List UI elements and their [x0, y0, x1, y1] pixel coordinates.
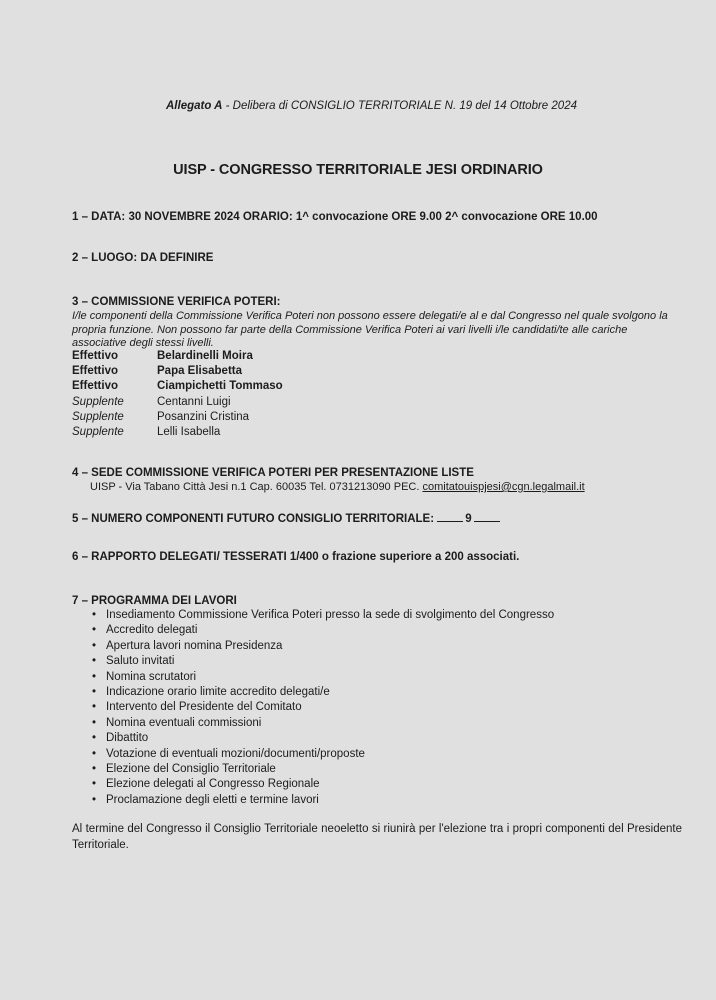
- member-role: Effettivo: [72, 350, 118, 362]
- program-item: • Nomina scrutatori: [92, 670, 554, 685]
- program-item: • Indicazione orario limite accredito delegati/e: [92, 685, 554, 700]
- pec-email-link[interactable]: comitatouispjesi@cgn.legalmail.it: [422, 481, 585, 493]
- blank-line: [437, 510, 463, 522]
- member-role: Effettivo: [72, 380, 118, 393]
- delibera-reference: - Delibera di CONSIGLIO TERRITORIALE N. 19 del 14 Ottobre 2024: [225, 100, 577, 112]
- member-row: [72, 364, 283, 379]
- program-item: • Insediamento Commissione Verifica Poteri presso la sede di svolgimento del Congresso: [92, 608, 554, 623]
- document-title: UISP - CONGRESSO TERRITORIALE JESI ORDINARIO: [173, 162, 543, 178]
- council-members-value: 9: [465, 513, 472, 525]
- allegato-label: Allegato A: [166, 100, 223, 112]
- member-role: Effettivo: [72, 365, 118, 378]
- closing-paragraph: Al termine del Congresso il Consiglio Territoriale neoeletto si riunirà per l'elezione tra i propri componenti del Presidente Territoriale.: [72, 823, 682, 851]
- member-name: Lelli Isabella: [157, 426, 221, 439]
- member-name: Papa Elisabetta: [157, 365, 243, 378]
- section-commission-seat-heading: 4 – SEDE COMMISSIONE VERIFICA POTERI PER PRESENTAZIONE LISTE: [72, 467, 474, 479]
- member-row: [72, 379, 283, 394]
- member-role: Supplente: [72, 410, 124, 423]
- address-text: UISP - Via Tabano Città Jesi n.1 Cap. 60035 Tel. 0731213090 PEC.: [90, 481, 423, 493]
- allegato-header: [166, 100, 577, 112]
- program-item: • Dibattito: [92, 731, 554, 746]
- section-date: 1 – DATA: 30 NOVEMBRE 2024 ORARIO: 1^ convocazione ORE 9.00 2^ convocazione ORE 10.00: [72, 211, 598, 223]
- member-name: Centanni Luigi: [157, 395, 231, 408]
- section-program-heading: 7 – PROGRAMMA DEI LAVORI: [72, 595, 237, 607]
- section-commission-text: I/le componenti della Commissione Verifica Poteri non possono essere delegati/e al e dal Congresso nel quale svolgono la propria funzione. Non possono far parte della Commissione Verifica Poteri ai vari livelli i/le candidati/te alle cariche associative degli stessi livelli.: [72, 310, 668, 349]
- program-item: • Votazione di eventuali mozioni/documenti/proposte: [92, 747, 554, 762]
- section-location: 2 – LUOGO: DA DEFINIRE: [72, 252, 214, 264]
- member-role: Supplente: [72, 395, 124, 408]
- program-item: • Intervento del Presidente del Comitato: [92, 700, 554, 715]
- program-item: • Saluto invitati: [92, 654, 554, 669]
- program-list: [92, 608, 554, 808]
- member-row: [72, 410, 283, 425]
- blank-line: [474, 510, 500, 522]
- member-row: [72, 349, 283, 364]
- member-name: Posanzini Cristina: [157, 410, 250, 423]
- program-item: • Accredito delegati: [92, 623, 554, 638]
- member-name: Ciampichetti Tommaso: [157, 380, 283, 393]
- member-role: Supplente: [72, 426, 124, 439]
- program-item: • Nomina eventuali commissioni: [92, 716, 554, 731]
- member-row: [72, 425, 283, 440]
- section-council-members: [72, 510, 500, 525]
- council-members-label: 5 – NUMERO COMPONENTI FUTURO CONSIGLIO TERRITORIALE:: [72, 513, 438, 525]
- program-item: • Elezione delegati al Congresso Regionale: [92, 777, 554, 792]
- program-item: • Apertura lavori nomina Presidenza: [92, 639, 554, 654]
- member-row: [72, 395, 283, 410]
- commission-members-table: [72, 349, 283, 440]
- section-delegate-ratio: 6 – RAPPORTO DELEGATI/ TESSERATI 1/400 o frazione superiore a 200 associati.: [72, 551, 520, 563]
- program-item: • Elezione del Consiglio Territoriale: [92, 762, 554, 777]
- commission-seat-address: [90, 481, 585, 493]
- member-name: Belardinelli Moira: [157, 350, 253, 362]
- program-item: • Proclamazione degli eletti e termine lavori: [92, 793, 554, 808]
- section-commission-heading: 3 – COMMISSIONE VERIFICA POTERI:: [72, 296, 281, 308]
